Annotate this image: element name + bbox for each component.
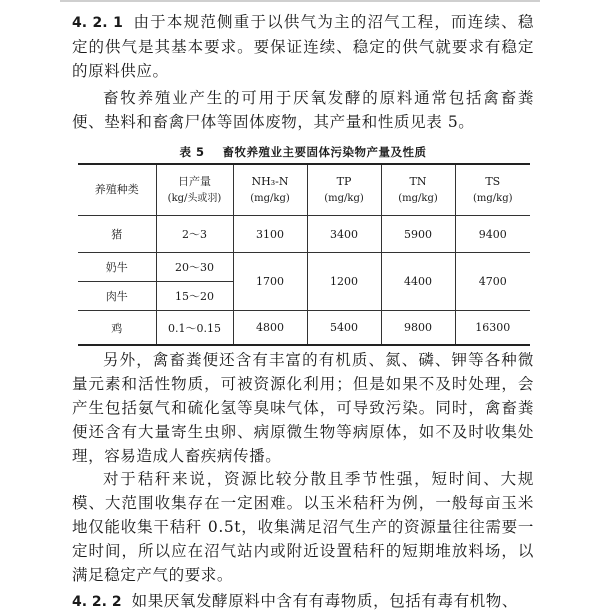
header-daily-output: 日产量 (kg/头或羽) [156, 164, 233, 216]
pollutant-table [78, 163, 530, 346]
cell-tp-cattle: 1200 [307, 253, 381, 311]
cell-daily: 15～20 [156, 282, 233, 311]
table-row-dairy-cow [78, 253, 530, 282]
cell-nh3n: 3100 [233, 216, 307, 253]
table-row-chicken [78, 311, 530, 346]
header-tp: TP (mg/kg) [307, 164, 381, 216]
cell-tp: 5400 [307, 311, 381, 346]
section-number: 4. 2. 2 [72, 594, 122, 610]
cell-daily: 0.1～0.15 [156, 311, 233, 346]
cell-tn: 9800 [381, 311, 455, 346]
cell-ts-cattle: 4700 [455, 253, 530, 311]
table-header-row [78, 164, 530, 216]
cell-nh3n-cattle: 1700 [233, 253, 307, 311]
cell-ts: 9400 [455, 216, 530, 253]
header-ts: TS (mg/kg) [455, 164, 530, 216]
cell-daily: 20～30 [156, 253, 233, 282]
cell-tn: 5900 [381, 216, 455, 253]
cell-tp: 3400 [307, 216, 381, 253]
table-row-pig [78, 216, 530, 253]
nutrients-paragraph: 另外，禽畜粪便还含有丰富的有机质、氮、磷、钾等各种微量元素和活性物质，可被资源化利用；但是如果不及时处理，会产生包括氨气和硫化氢等臭味气体，可导致污染。同时，禽畜粪便还含有大量寄生虫卵、病原微生物等病原体，如不及时收集处理，容易造成人畜疾病传播。 [72, 351, 534, 465]
header-type: 养殖种类 [78, 164, 156, 216]
header-tn: TN (mg/kg) [381, 164, 455, 216]
section-4-2-2-paragraph [72, 589, 534, 614]
table-number: 表 5 [179, 145, 205, 159]
section-text: 由于本规范侧重于以供气为主的沼气工程，而连续、稳定的供气是其基本要求。要保证连续、稳定的供气就要求有稳定的原料供应。 [72, 13, 535, 80]
section-4-2-1-paragraph [72, 10, 534, 83]
cell-nh3n: 4800 [233, 311, 307, 346]
section-number: 4. 2. 1 [72, 15, 123, 31]
cell-daily: 2～3 [156, 216, 233, 253]
cell-type: 奶牛 [78, 253, 156, 282]
livestock-paragraph: 畜牧养殖业产生的可用于厌氧发酵的原料通常包括禽畜粪便、垫料和畜禽尸体等固体废物，其产量和性质见表 5。 [72, 89, 534, 131]
cell-tn-cattle: 4400 [381, 253, 455, 311]
header-nh3n: NH₃-N (mg/kg) [233, 164, 307, 216]
cell-type: 猪 [78, 216, 156, 253]
section-text: 如果厌氧发酵原料中含有有毒物质，包括有毒有机物、 [131, 592, 519, 610]
top-rule [60, 0, 540, 2]
straw-paragraph: 对于秸秆来说，资源比较分散且季节性强，短时间、大规模、大范围收集存在一定困难。以玉米秸秆为例，一般每亩玉米地仅能收集干秸秆 0.5t，收集满足沼气生产的资源量往往需要一定时间，所以应在沼气站内或附近设置秸秆的短期堆放料场，以满足稳定产气的要求。 [72, 470, 534, 584]
cell-type: 鸡 [78, 311, 156, 346]
cell-ts: 16300 [455, 311, 530, 346]
table-caption [72, 144, 534, 160]
table-title: 畜牧养殖业主要固体污染物产量及性质 [222, 145, 427, 159]
cell-type: 肉牛 [78, 282, 156, 311]
